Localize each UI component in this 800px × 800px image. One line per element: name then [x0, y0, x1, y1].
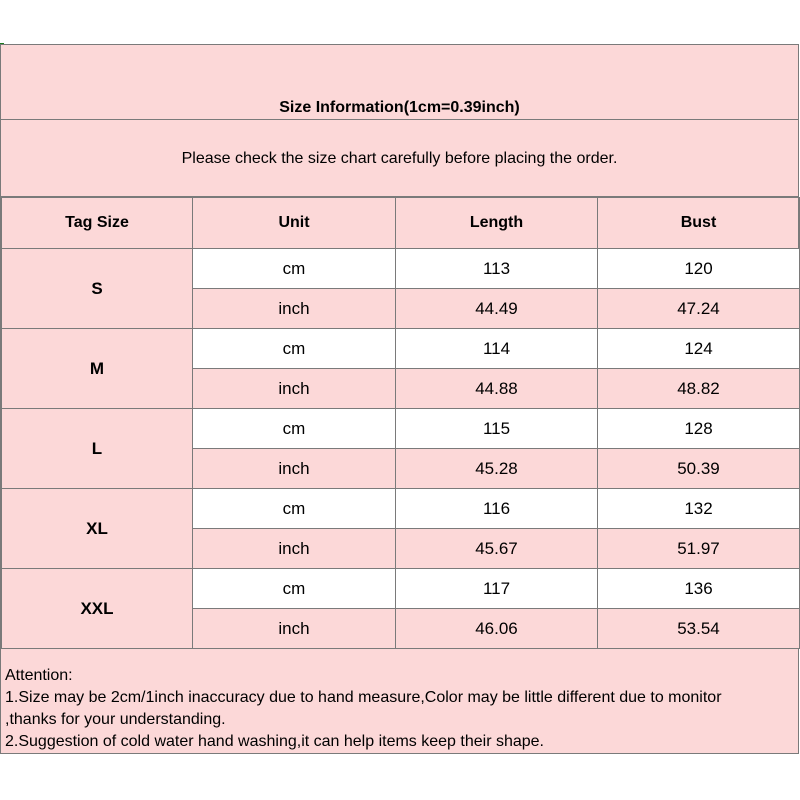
bust-cell: 53.54 [598, 609, 800, 649]
size-label: L [2, 409, 193, 489]
bust-cell: 120 [598, 249, 800, 289]
length-cell: 117 [396, 569, 598, 609]
unit-cell: inch [193, 609, 396, 649]
length-cell: 45.67 [396, 529, 598, 569]
bust-cell: 132 [598, 489, 800, 529]
table-row [2, 569, 800, 609]
bust-cell: 136 [598, 569, 800, 609]
unit-cell: inch [193, 289, 396, 329]
header-length: Length [396, 198, 598, 249]
unit-cell: cm [193, 249, 396, 289]
size-label: XL [2, 489, 193, 569]
note-line: 2.Suggestion of cold water hand washing,it can help items keep their shape. [5, 733, 544, 750]
chart-title: Size Information(1cm=0.39inch) [279, 99, 520, 116]
table-row [2, 329, 800, 369]
table-row [2, 409, 800, 449]
bust-cell: 47.24 [598, 289, 800, 329]
bust-cell: 48.82 [598, 369, 800, 409]
length-cell: 44.88 [396, 369, 598, 409]
chart-title-row [1, 45, 798, 120]
length-cell: 114 [396, 329, 598, 369]
note-line: 1.Size may be 2cm/1inch inaccuracy due to hand measure,Color may be little different due to monitor [5, 689, 722, 706]
table-row [2, 249, 800, 289]
bust-cell: 124 [598, 329, 800, 369]
length-cell: 116 [396, 489, 598, 529]
length-cell: 44.49 [396, 289, 598, 329]
unit-cell: inch [193, 369, 396, 409]
header-tag-size: Tag Size [2, 198, 193, 249]
length-cell: 45.28 [396, 449, 598, 489]
unit-cell: inch [193, 529, 396, 569]
unit-cell: cm [193, 329, 396, 369]
table-header-row [2, 198, 800, 249]
header-bust: Bust [598, 198, 800, 249]
size-label: M [2, 329, 193, 409]
attention-notes [5, 665, 794, 753]
chart-subtitle: Please check the size chart carefully before placing the order. [181, 150, 618, 167]
bust-cell: 50.39 [598, 449, 800, 489]
length-cell: 46.06 [396, 609, 598, 649]
attention-heading: Attention: [5, 667, 73, 684]
table-row [2, 489, 800, 529]
bust-cell: 51.97 [598, 529, 800, 569]
size-label: S [2, 249, 193, 329]
unit-cell: cm [193, 569, 396, 609]
unit-cell: inch [193, 449, 396, 489]
length-cell: 115 [396, 409, 598, 449]
size-label: XXL [2, 569, 193, 649]
header-unit: Unit [193, 198, 396, 249]
note-line: ,thanks for your understanding. [5, 711, 226, 728]
bust-cell: 128 [598, 409, 800, 449]
chart-subtitle-row [1, 120, 798, 197]
length-cell: 113 [396, 249, 598, 289]
size-table [1, 197, 800, 649]
unit-cell: cm [193, 489, 396, 529]
size-chart [0, 44, 799, 754]
unit-cell: cm [193, 409, 396, 449]
